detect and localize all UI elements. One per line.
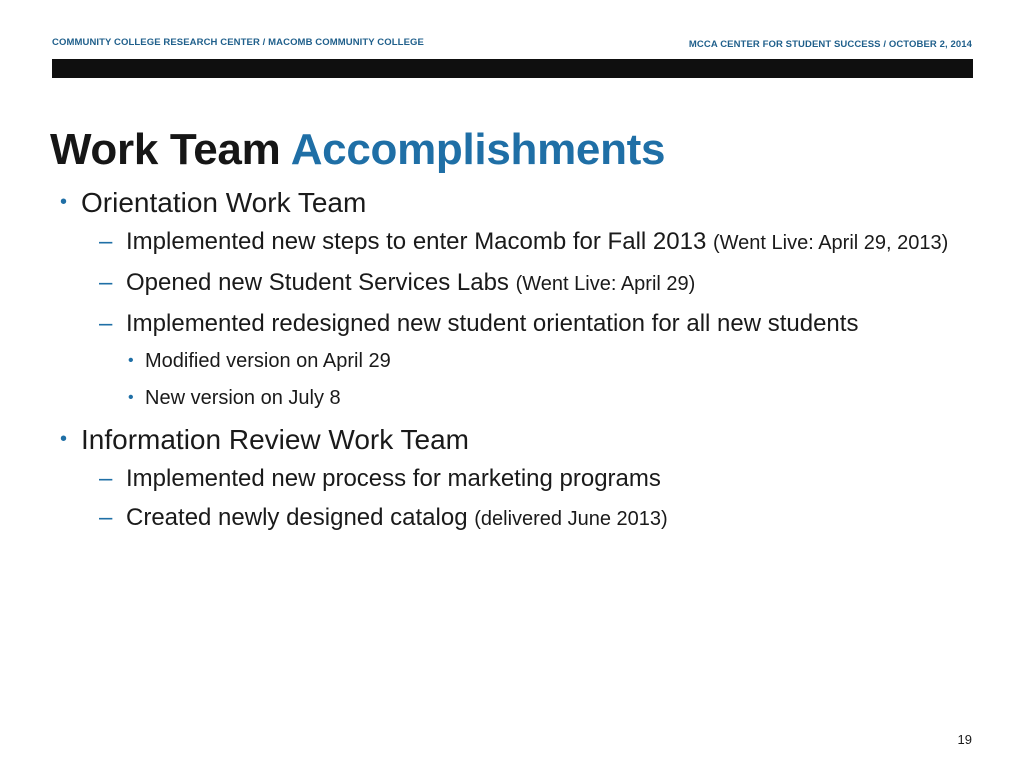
- dash-icon: –: [99, 310, 113, 337]
- sub-bullet: [58, 501, 958, 536]
- sub-bullet: [58, 266, 958, 301]
- title-part-2: Accomplishments: [290, 125, 666, 174]
- sub-sub-bullet: [58, 346, 958, 376]
- bullet-dot-icon: •: [128, 389, 134, 406]
- title-part-1: Work Team: [50, 125, 281, 174]
- sub-bullet: [58, 225, 958, 260]
- sub-bullet-note: (Went Live: April 29): [515, 273, 696, 295]
- dash-icon: –: [99, 504, 113, 531]
- dash-icon: –: [99, 465, 113, 492]
- bullet-label: Information Review Work Team: [81, 424, 469, 455]
- slide-body: [58, 184, 958, 542]
- sub-bullet-text: Implemented redesigned new student orientation for all new students: [126, 310, 859, 337]
- bullet-information-review-team: [58, 421, 958, 458]
- sub-sub-bullet-text: New version on July 8: [145, 387, 341, 409]
- bullet-dot-icon: •: [60, 191, 68, 213]
- bullet-orientation-team: [58, 184, 958, 221]
- dash-icon: –: [99, 269, 113, 296]
- sub-sub-bullet: [58, 383, 958, 413]
- header-band: [52, 59, 973, 78]
- sub-sub-bullet-text: Modified version on April 29: [145, 350, 391, 372]
- page-number: 19: [957, 732, 972, 747]
- sub-bullet-text: Opened new Student Services Labs: [126, 269, 509, 296]
- header-left-text: COMMUNITY COLLEGE RESEARCH CENTER / MACOMB COMMUNITY COLLEGE: [52, 37, 424, 48]
- sub-bullet-text: Implemented new process for marketing programs: [126, 465, 661, 492]
- header-right-text: MCCA CENTER FOR STUDENT SUCCESS / OCTOBER 2, 2014: [688, 39, 972, 50]
- sub-bullet: [58, 307, 958, 340]
- sub-bullet-note: (Went Live: April 29, 2013): [712, 232, 949, 254]
- sub-bullet-text: Implemented new steps to enter Macomb for Fall 2013: [126, 228, 707, 255]
- sub-bullet-text: Created newly designed catalog: [126, 504, 468, 531]
- dash-icon: –: [99, 228, 113, 255]
- bullet-dot-icon: •: [128, 352, 134, 369]
- bullet-label: Orientation Work Team: [81, 187, 367, 218]
- sub-bullet: [58, 462, 958, 495]
- bullet-dot-icon: •: [60, 428, 68, 450]
- sub-bullet-note: (delivered June 2013): [474, 508, 668, 530]
- slide-title: [50, 124, 665, 176]
